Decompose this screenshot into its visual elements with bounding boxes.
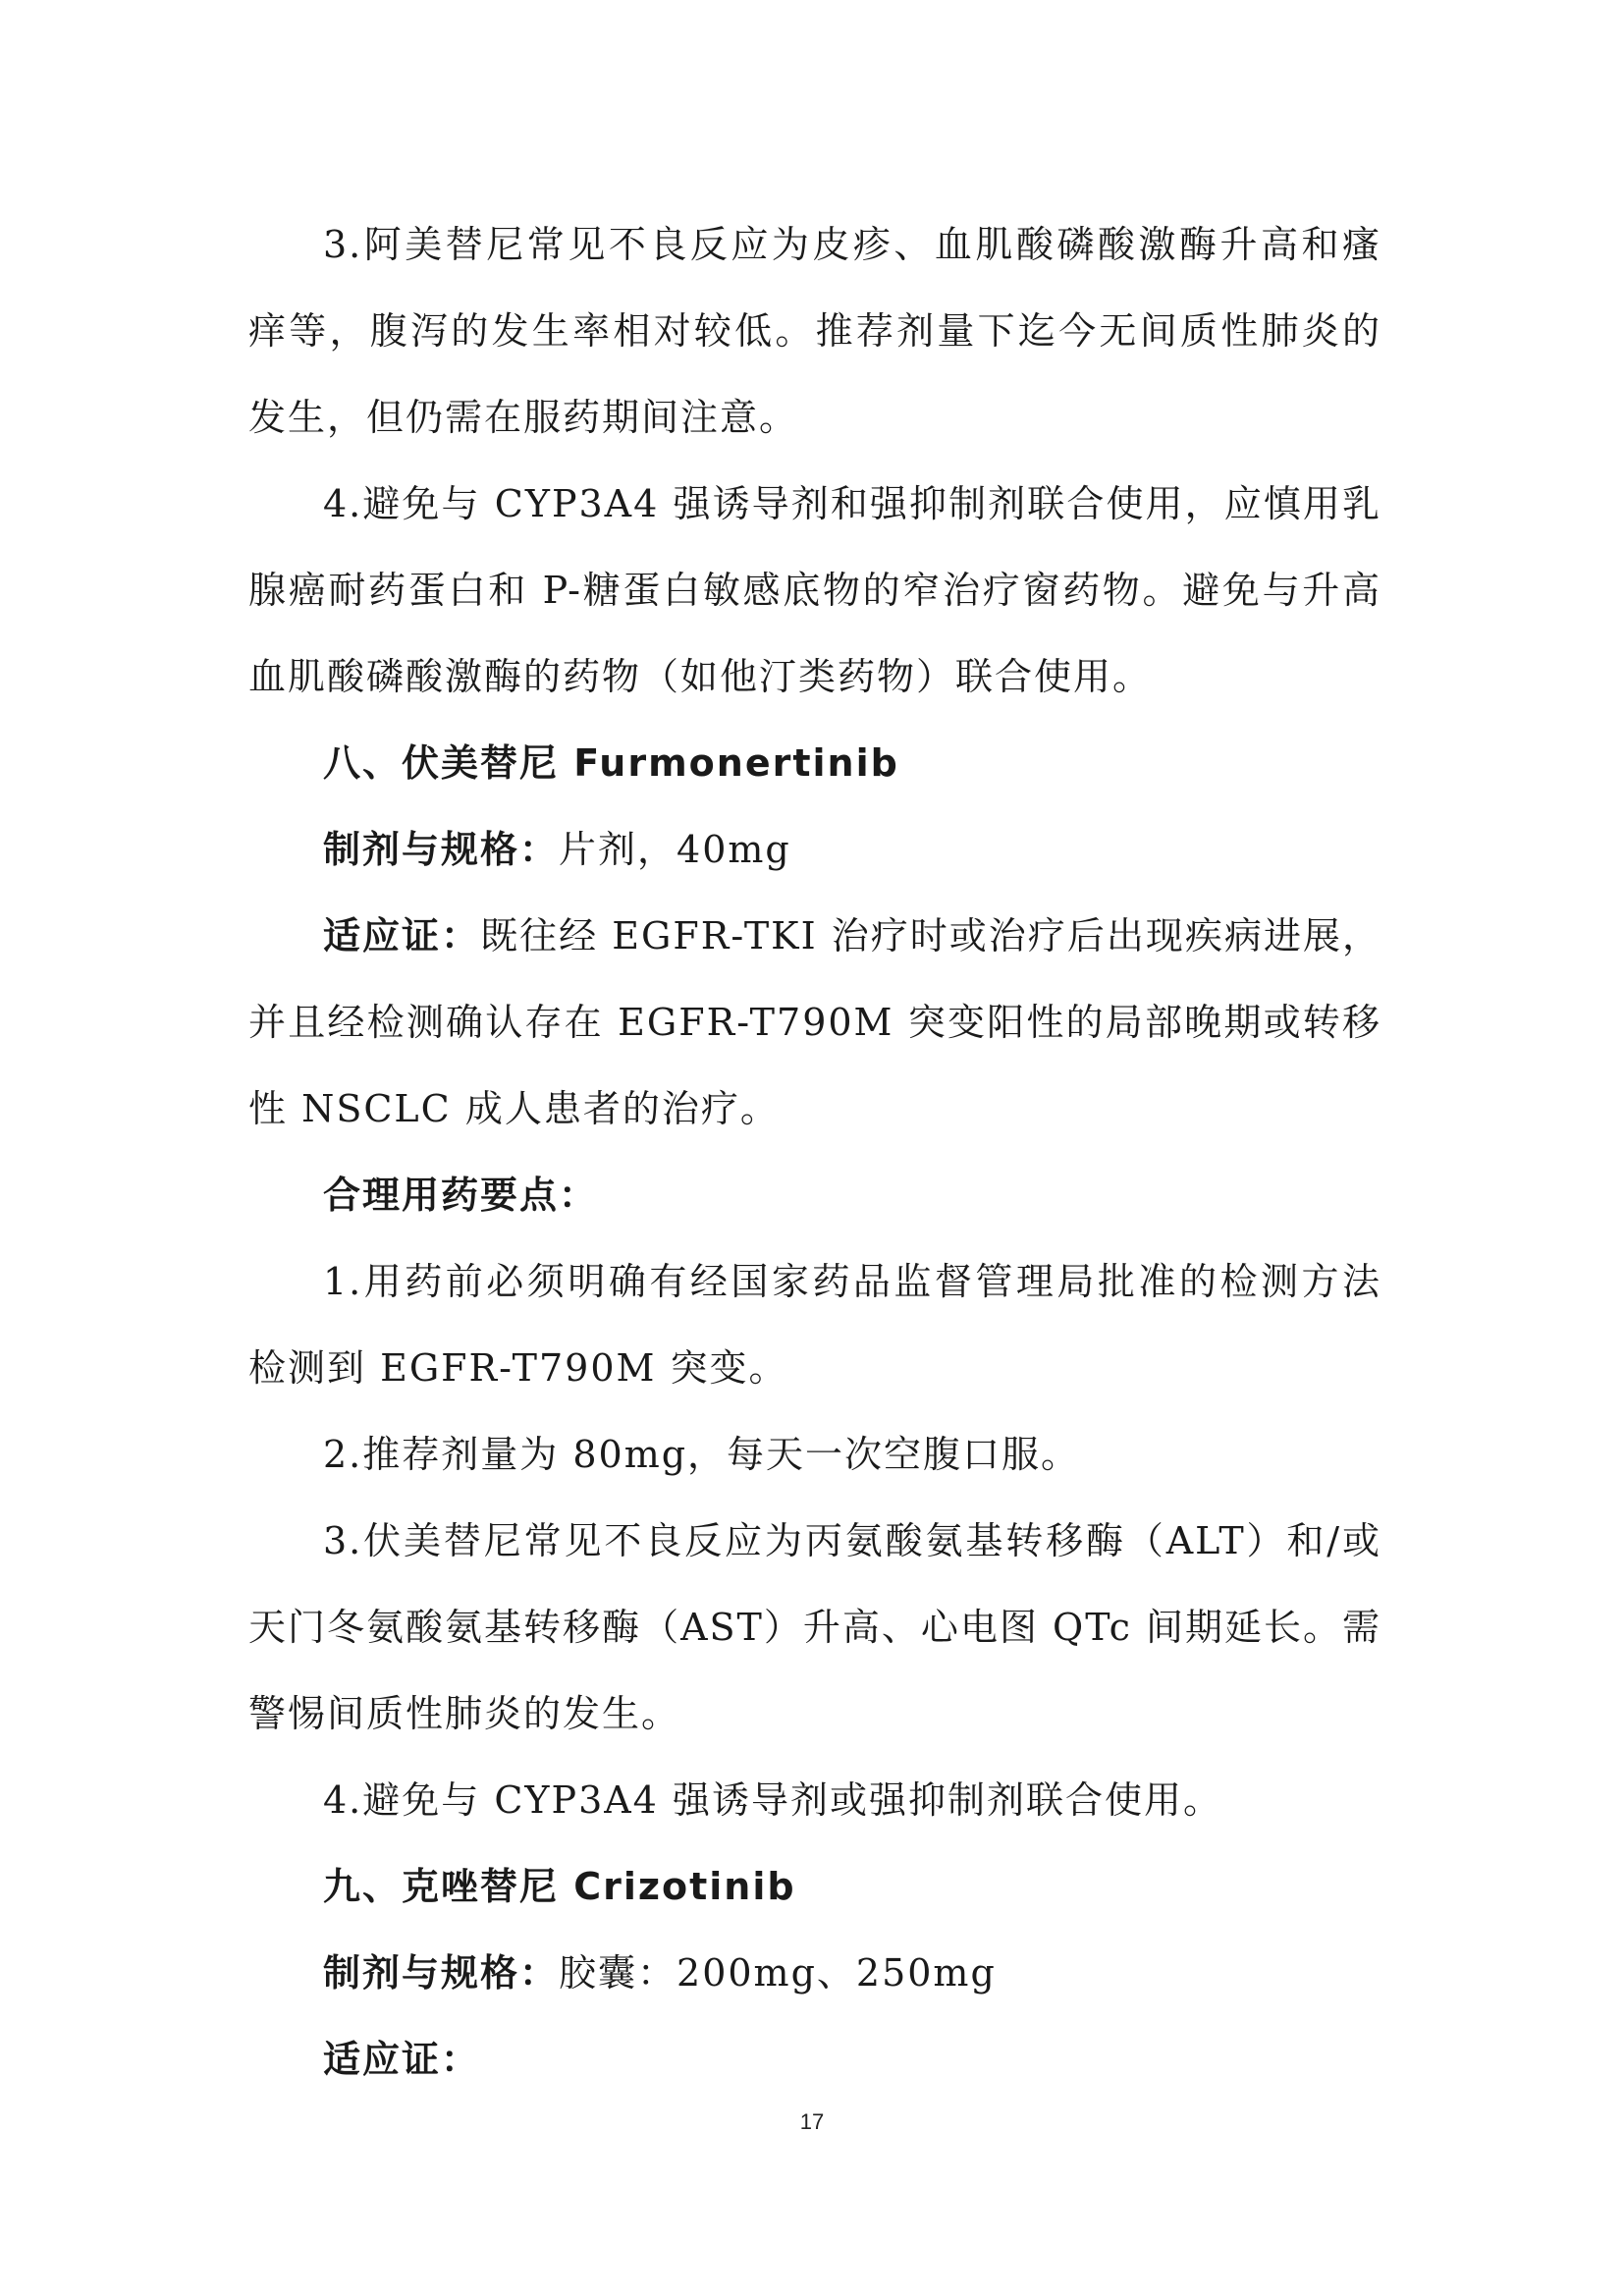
furmonertinib-heading: 八、伏美替尼 Furmonertinib: [323, 741, 899, 785]
furmonertinib-point-3: 3.伏美替尼常见不良反应为丙氨酸氨基转移酶（ALT）和/或天门冬氨酸氨基转移酶（AST）升高、心电图 QTc 间期延长。需警惕间质性肺炎的发生。: [248, 1519, 1381, 1735]
indication-label: 适应证：: [323, 914, 481, 957]
crizotinib-formulation: [248, 1930, 1381, 2016]
document-page: [248, 201, 1381, 2103]
furmonertinib-point-1: 1.用药前必须明确有经国家药品监督管理局批准的检测方法检测到 EGFR-T790M 突变。: [248, 1260, 1381, 1390]
furmonertinib-point-2: 2.推荐剂量为 80mg，每天一次空腹口服。: [323, 1433, 1081, 1476]
crizotinib-heading: 九、克唑替尼 Crizotinib: [323, 1865, 796, 1908]
furmonertinib-point-4: 4.避免与 CYP3A4 强诱导剂或强抑制剂联合使用。: [323, 1778, 1222, 1822]
indication-value: 既往经 EGFR-TKI 治疗时或治疗后出现疾病进展，并且经检测确认存在 EGFR-T790M 突变阳性的局部晚期或转移性 NSCLC 成人患者的治疗。: [248, 914, 1381, 1130]
amitinib-point-3: 3.阿美替尼常见不良反应为皮疹、血肌酸磷酸激酶升高和瘙痒等，腹泻的发生率相对较低。推荐剂量下迄今无间质性肺炎的发生，但仍需在服药期间注意。: [248, 223, 1381, 439]
page-number: 17: [799, 2109, 825, 2134]
furmonertinib-indication: [248, 893, 1381, 1152]
formulation-label: 制剂与规格：: [323, 1951, 560, 1995]
crizotinib-indication-label: 适应证：: [323, 2038, 481, 2081]
furmonertinib-formulation: [248, 806, 1381, 893]
rational-use-label: 合理用药要点：: [323, 1174, 599, 1217]
formulation-value: 胶囊：200mg、250mg: [559, 1951, 997, 1995]
formulation-label: 制剂与规格：: [323, 828, 560, 871]
amitinib-point-4: 4.避免与 CYP3A4 强诱导剂和强抑制剂联合使用，应慎用乳腺癌耐药蛋白和 P-糖蛋白敏感底物的窄治疗窗药物。避免与升高血肌酸磷酸激酶的药物（如他汀类药物）联合使用。: [248, 482, 1381, 698]
formulation-value: 片剂，40mg: [559, 828, 791, 871]
